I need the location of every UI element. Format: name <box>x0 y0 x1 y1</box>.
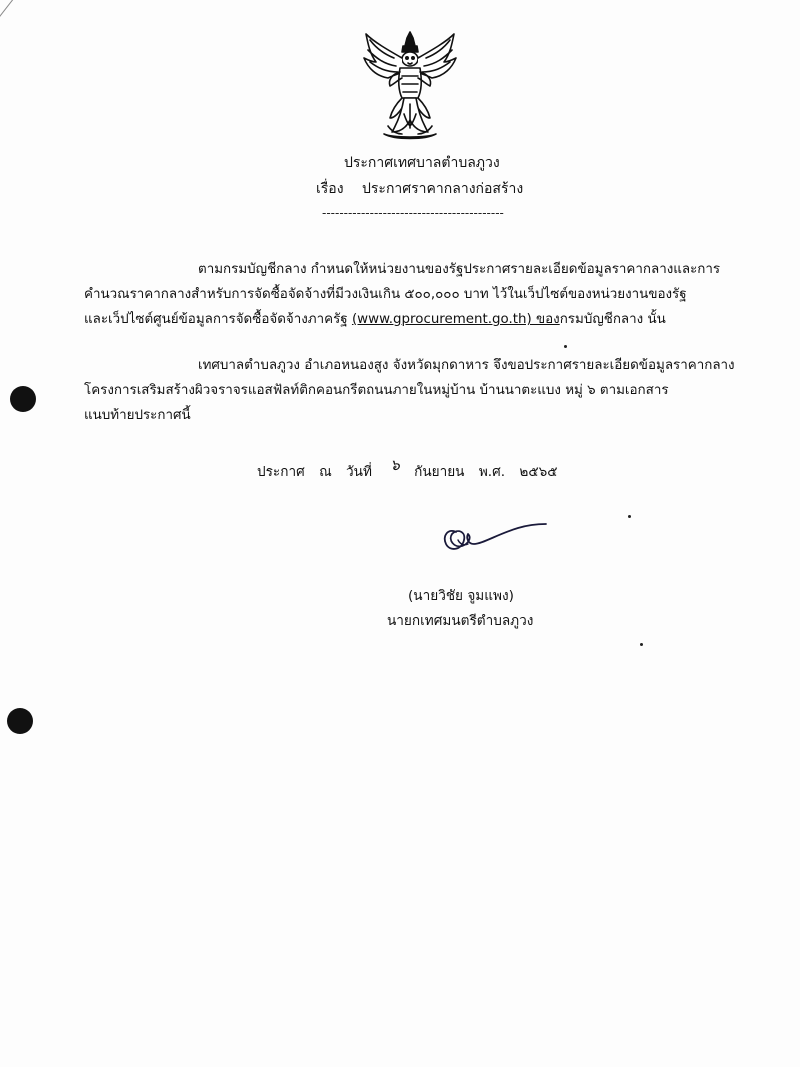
punch-hole-top <box>10 386 36 412</box>
date-era: พ.ศ. <box>478 464 506 480</box>
date-month: กันยายน <box>414 464 465 480</box>
title-separator: ------------------------------------------ <box>322 206 504 220</box>
paragraph-2-line-2: โครงการเสริมสร้างผิวจราจรแอสฟัลท์ติกคอนกรีตถนนภายในหมู่บ้าน บ้านนาตะแบง หมู่ ๖ ตามเอกสาร <box>84 383 669 398</box>
subject-line <box>316 178 523 200</box>
date-year: ๒๕๖๕ <box>519 464 558 480</box>
punch-hole-bottom <box>7 708 33 734</box>
handwritten-signature <box>438 514 548 558</box>
subject-text: ประกาศราคากลางก่อสร้าง <box>362 181 524 197</box>
paragraph-2-line-1: เทศบาลตำบลภูวง อำเภอหนองสูง จังหวัดมุกดาหาร จึงขอประกาศรายละเอียดข้อมูลราคากลาง <box>198 358 735 373</box>
date-day-label: วันที่ <box>346 464 372 480</box>
organization-title: ประกาศเทศบาลตำบลภูวง <box>344 155 500 171</box>
date-at: ณ <box>319 464 332 480</box>
paragraph-1-line-3-text: และเว็ปไซต์ศูนย์ข้อมูลการจัดซื้อจัดจ้างภาครัฐ <box>84 312 352 327</box>
paragraph-1-line-1: ตามกรมบัญชีกลาง กำหนดให้หน่วยงานของรัฐประกาศรายละเอียดข้อมูลราคากลางและการ <box>198 262 721 277</box>
garuda-emblem-icon <box>358 28 462 144</box>
signatory-name: (นายวิชัย จูมแพง) <box>408 588 514 604</box>
scan-speck <box>564 345 567 348</box>
paragraph-2-line-3: แนบท้ายประกาศนี้ <box>84 408 191 423</box>
date-prefix: ประกาศ <box>257 464 305 480</box>
gprocurement-link[interactable]: (www.gprocurement.go.th) ของ <box>351 312 560 327</box>
paragraph-1-line-3-end: กรมบัญชีกลาง นั้น <box>559 312 666 327</box>
paragraph-1-line-2: คำนวณราคากลางสำหรับการจัดซื้อจัดจ้างที่มีวงเงินเกิน ๕๐๐,๐๐๐ บาท ไว้ในเว็ปไซต์ของหน่วยงานของรัฐ <box>84 287 687 302</box>
fold-line <box>0 0 34 29</box>
scan-speck <box>640 643 643 646</box>
paragraph-1-line-3 <box>84 307 740 332</box>
paragraph-1 <box>84 257 740 332</box>
announcement-date <box>257 456 568 483</box>
scan-speck <box>628 515 631 518</box>
subject-label: เรื่อง <box>316 181 344 197</box>
date-day: ๖ <box>390 456 400 474</box>
paragraph-2 <box>84 353 740 428</box>
signatory-position: นายกเทศมนตรีตำบลภูวง <box>387 613 534 629</box>
